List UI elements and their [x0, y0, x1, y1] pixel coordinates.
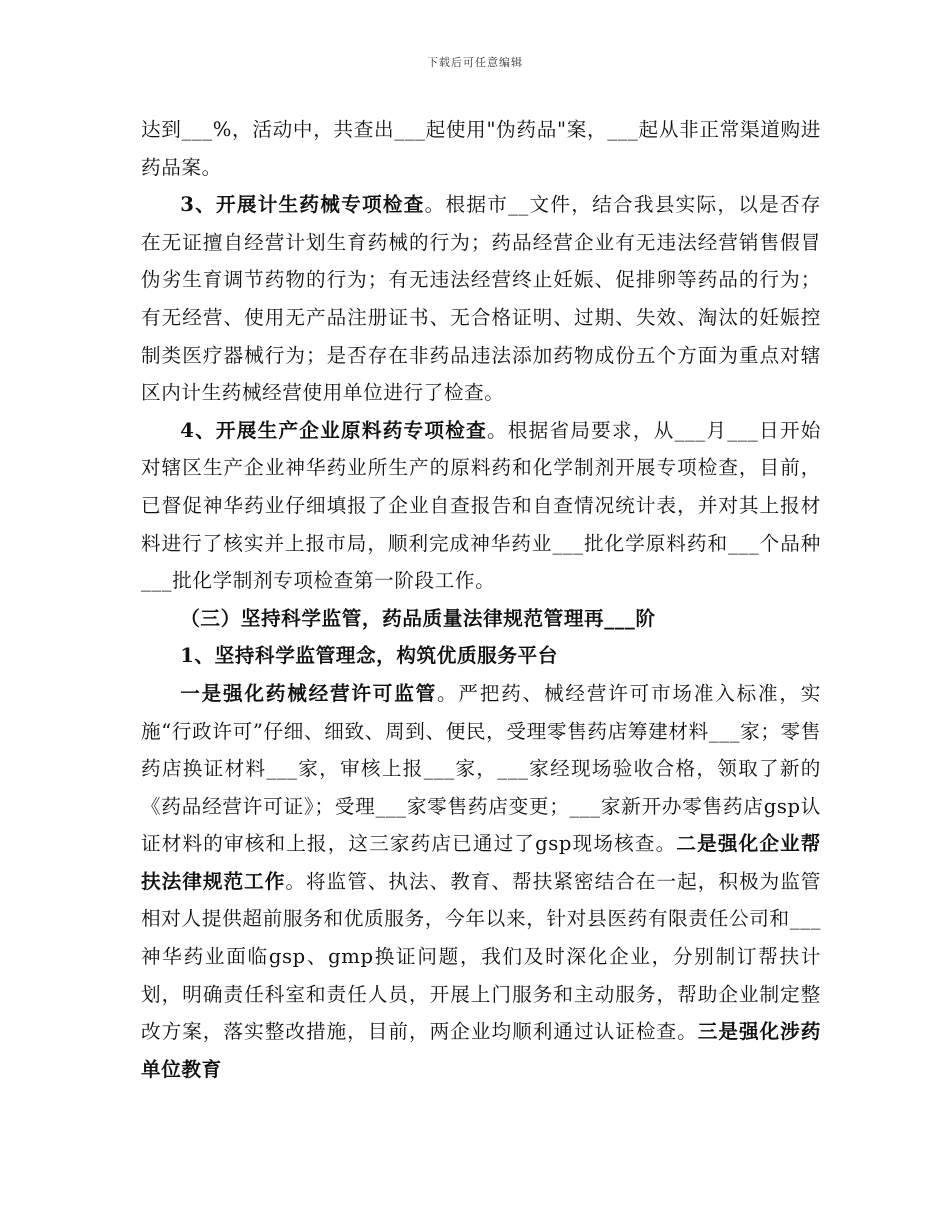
paragraph-4-lead-2: 二是强化企业帮扶法律规范工作 — [141, 832, 821, 893]
subsection-heading: 1、坚持科学监管理念，构筑优质服务平台 — [180, 644, 558, 668]
document-body — [141, 111, 821, 1088]
paragraph-1-text: 达到___%，活动中，共查出___起使用"伪药品"案，___起从非正常渠道购进药品案。 — [141, 118, 821, 179]
paragraph-2-text: 。根据市__文件，结合我县实际，以是否存在无证擅自经营计划生育药械的行为；药品经营企业有无违法经营销售假冒伪劣生育调节药物的行为；有无违法经营终止妊娠、促排卵等药品的行为；有无经营、使用无产品注册证书、无合格证明、过期、失效、淘汰的妊娠控制类医疗器械行为；是否存在非药品违法添加药物成份五个方面为重点对辖区内计生药械经营使用单位进行了检查。 — [141, 193, 821, 405]
paragraph-4-lead-1: 一是强化药械经营许可监管 — [180, 681, 437, 705]
paragraph-4 — [141, 675, 821, 1089]
section-heading: （三）坚持科学监管，药品质量法律规范管理再___阶 — [180, 606, 656, 630]
paragraph-3-lead: 4、开展生产企业原料药专项检查 — [180, 418, 487, 442]
paragraph-3 — [141, 412, 821, 600]
paragraph-4-text-2: 。将监管、执法、教育、帮扶紧密结合在一起，积极为监管相对人提供超前服务和优质服务，今年以来，针对县医药有限责任公司和___神华药业面临gsp、gmp换证问题，我们及时深化企业，分别制订帮扶计划，明确责任科室和责任人员，开展上门服务和主动服务，帮助企业制定整改方案，落实整改措施，目前，两企业均顺利通过认证检查。 — [141, 869, 822, 1044]
paragraph-1 — [141, 111, 821, 186]
paragraph-2 — [141, 186, 821, 412]
paragraph-2-lead: 3、开展计生药械专项检查 — [180, 193, 425, 217]
paragraph-4-lead-3: 三是强化涉药单位教育 — [141, 1020, 821, 1081]
paragraph-3-text: 。根据省局要求，从___月___日开始对辖区生产企业神华药业所生产的原料药和化学制剂开展专项检查，目前，已督促神华药业仔细填报了企业自查报告和自查情况统计表，并对其上报材料进行了核实并上报市局，顺利完成神华药业___批化学原料药和___个品种___批化学制剂专项检查第一阶段工作。 — [141, 418, 821, 593]
paragraph-4-text-1: 。严把药、械经营许可市场准入标准，实施“行政许可”仔细、细致、周到、便民，受理零售药店筹建材料___家；零售药店换证材料___家，审核上报___家，___家经现场验收合格，领取了新的《药品经营许可证》；受理___家零售药店变更；___家新开办零售药店gsp认证材料的审核和上报，这三家药店已通过了gsp现场核查。 — [141, 681, 821, 856]
page-header: 下载后可任意编辑 — [427, 56, 523, 69]
